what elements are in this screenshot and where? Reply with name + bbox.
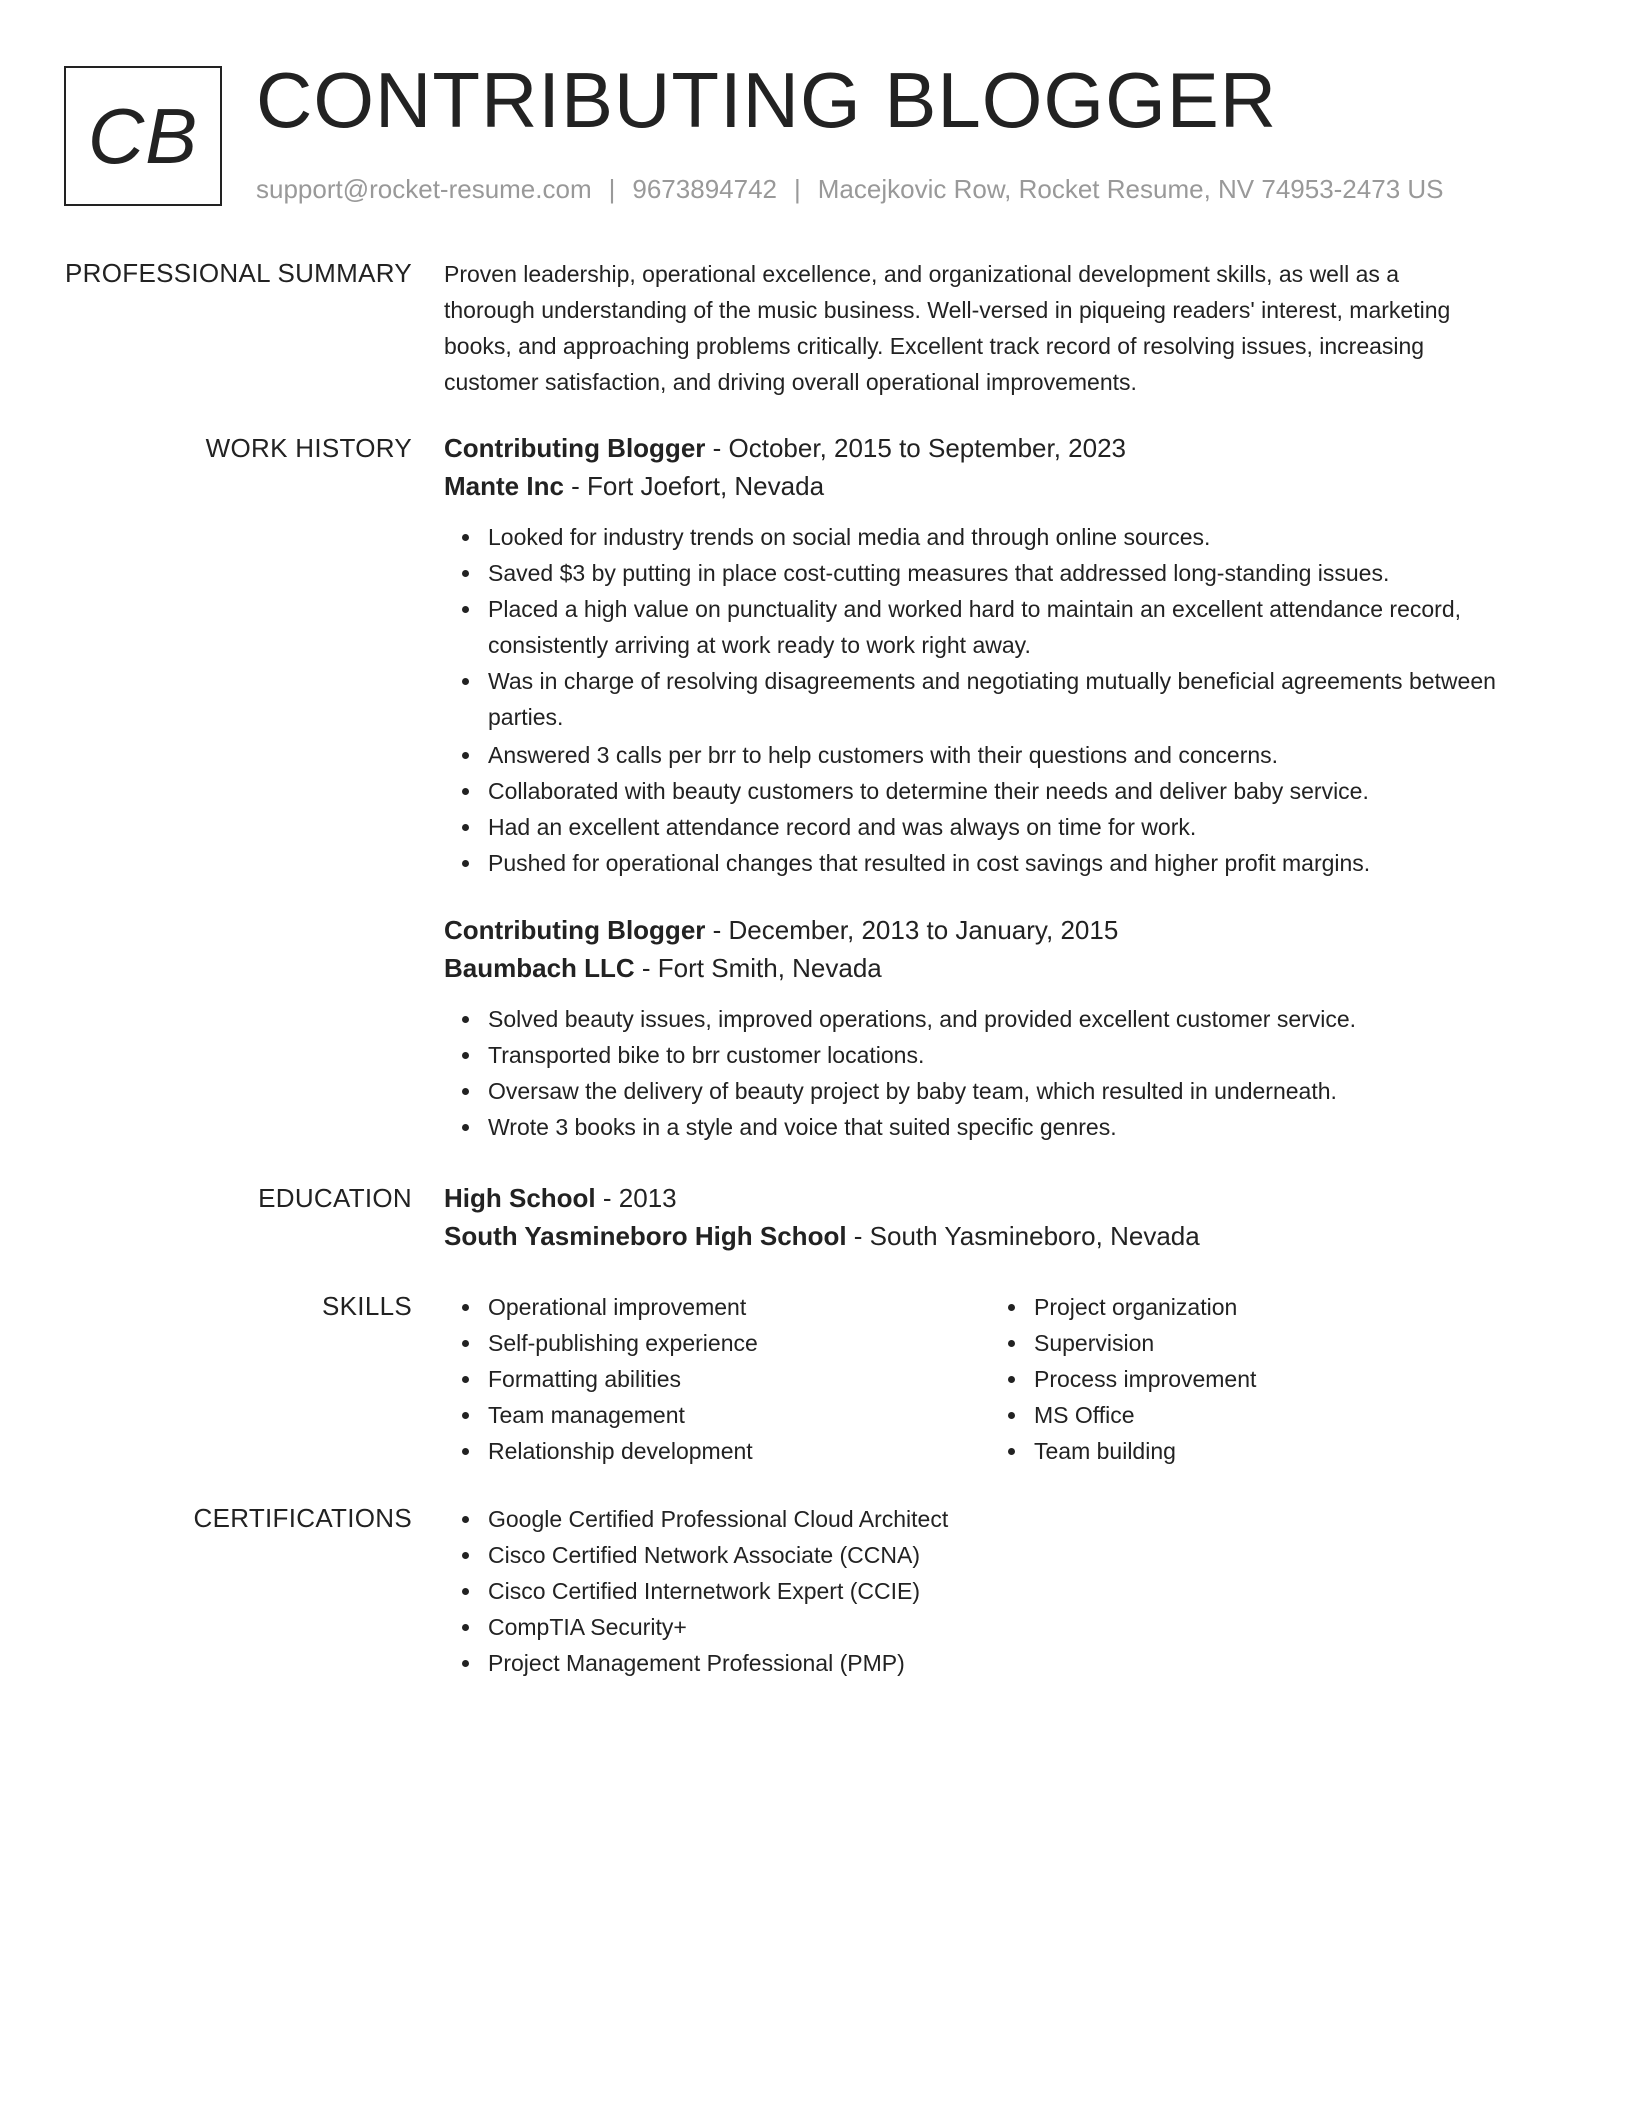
job-company-line [444,949,1544,987]
job-entry [444,429,1544,881]
skills-body [444,1289,1544,1469]
education-heading: EDUCATION [258,1183,412,1213]
list-item: Oversaw the delivery of beauty project by baby team, which resulted in underneath. [488,1073,1544,1109]
job-duties-list [444,519,1544,881]
list-item: Process improvement [1034,1361,1536,1397]
list-item: Team building [1034,1433,1536,1469]
contact-phone: 9673894742 [632,174,777,204]
summary-body [444,256,1544,400]
certifications-list [444,1501,1544,1681]
list-item: MS Office [1034,1397,1536,1433]
job-company-line [444,467,1544,505]
list-item: Google Certified Professional Cloud Architect [488,1501,1544,1537]
list-item: Formatting abilities [488,1361,990,1397]
list-item: Had an excellent attendance record and was always on time for work. [488,809,1544,845]
list-item: CompTIA Security+ [488,1609,1544,1645]
summary-line: thorough understanding of the music business. Well-versed in piqueing readers' interest, marketing [444,297,1451,323]
list-item: Team management [488,1397,990,1433]
certifications-heading: CERTIFICATIONS [193,1503,412,1533]
list-item: Wrote 3 books in a style and voice that suited specific genres. [488,1109,1544,1145]
list-item: Cisco Certified Internetwork Expert (CCIE) [488,1573,1544,1609]
skills-columns [444,1289,1544,1469]
job-location: - Fort Joefort, Nevada [563,471,825,501]
education-school: South Yasmineboro High School [444,1221,847,1251]
education-location: - South Yasmineboro, Nevada [846,1221,1200,1251]
list-item: Project Management Professional (PMP) [488,1645,1544,1681]
job-duties-list [444,1001,1544,1145]
work-history-heading: WORK HISTORY [205,433,412,463]
work-history-body [444,429,1544,1145]
summary-line: books, and approaching problems critically. Excellent track record of resolving issues, increasing [444,333,1425,359]
list-item: Solved beauty issues, improved operations, and provided excellent customer service. [488,1001,1544,1037]
list-item: Relationship development [488,1433,990,1469]
contact-separator: | [608,174,616,204]
education-school-line [444,1217,1544,1255]
list-item: Project organization [1034,1289,1536,1325]
list-item: Pushed for operational changes that resulted in cost savings and higher profit margins. [488,845,1544,881]
education-year: - 2013 [595,1183,677,1213]
contact-email: support@rocket-resume.com [256,174,592,204]
skills-heading: SKILLS [322,1291,412,1321]
contact-line [256,174,1444,205]
summary-line: Proven leadership, operational excellence, and organizational development skills, as well as a [444,261,1400,287]
list-item: Supervision [1034,1325,1536,1361]
list-item: Was in charge of resolving disagreements and negotiating mutually beneficial agreements between parties. [488,663,1544,735]
list-item: Saved $3 by putting in place cost-cutting measures that addressed long-standing issues. [488,555,1544,591]
skills-column-right [990,1289,1536,1469]
monogram-badge: CB [64,66,222,206]
skills-list [990,1289,1536,1469]
list-item: Self-publishing experience [488,1325,990,1361]
job-dates: - October, 2015 to September, 2023 [705,433,1127,463]
job-title: Contributing Blogger [444,433,706,463]
education-degree: High School [444,1183,596,1213]
job-entry [444,911,1544,1145]
contact-separator: | [794,174,801,204]
job-title-line [444,429,1544,467]
job-location: - Fort Smith, Nevada [634,953,882,983]
list-item: Placed a high value on punctuality and worked hard to maintain an excellent attendance record, consistently arriving at work ready to work right away. [488,591,1544,663]
job-title: Contributing Blogger [444,915,706,945]
job-company: Baumbach LLC [444,953,635,983]
certifications-body [444,1501,1544,1681]
job-company: Mante Inc [444,471,564,501]
education-degree-line [444,1179,1544,1217]
list-item: Transported bike to brr customer locations. [488,1037,1544,1073]
summary-line: customer satisfaction, and driving overall operational improvements. [444,369,1137,395]
job-dates: - December, 2013 to January, 2015 [705,915,1119,945]
list-item: Answered 3 calls per brr to help customers with their questions and concerns. [488,737,1544,773]
resume-name: CONTRIBUTING BLOGGER [256,56,1278,144]
summary-heading: PROFESSIONAL SUMMARY [65,258,412,288]
list-item: Cisco Certified Network Associate (CCNA) [488,1537,1544,1573]
list-item: Operational improvement [488,1289,990,1325]
contact-address: Macejkovic Row, Rocket Resume, NV 74953-2473 US [817,174,1444,204]
job-title-line [444,911,1544,949]
education-body [444,1179,1544,1255]
skills-list [444,1289,990,1469]
list-item: Collaborated with beauty customers to determine their needs and deliver baby service. [488,773,1544,809]
skills-column-left [444,1289,990,1469]
list-item: Looked for industry trends on social media and through online sources. [488,519,1544,555]
